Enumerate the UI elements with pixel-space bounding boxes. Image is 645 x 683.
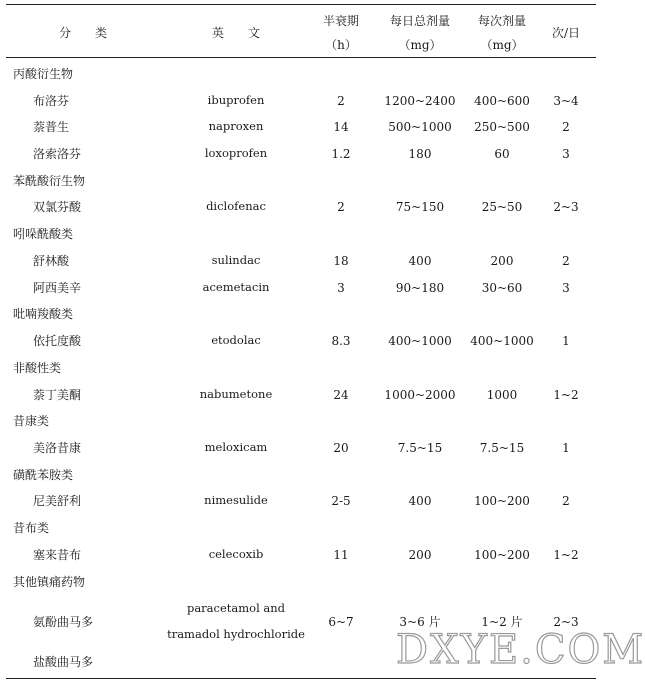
- drug-half-life: 1.2: [331, 147, 351, 161]
- drug-english: celecoxib: [208, 547, 264, 561]
- header-half-life: 半衰期: [322, 14, 360, 28]
- drug-frequency: 2: [562, 494, 570, 508]
- drug-per-dose: 60: [494, 147, 510, 161]
- drug-english-line2: tramadol hydrochloride: [167, 627, 305, 641]
- drug-frequency: 1: [562, 441, 570, 455]
- header-frequency: 次/日: [551, 26, 581, 40]
- header-per-dose-unit: （mg）: [480, 38, 524, 52]
- header-half-life-unit: （h）: [325, 38, 357, 52]
- drug-frequency: 1~2: [553, 548, 579, 562]
- drug-daily-total: 180: [408, 147, 432, 161]
- drug-daily-total: 400: [408, 254, 432, 268]
- drug-name: 萘丁美酮: [33, 388, 82, 402]
- drug-per-dose: 100~200: [474, 494, 530, 508]
- drug-frequency: 1~2: [553, 388, 579, 402]
- drug-daily-total: 90~180: [395, 281, 445, 295]
- drug-half-life: 14: [333, 120, 349, 134]
- drug-half-life: 2: [337, 94, 345, 108]
- drug-name: 氨酚曲马多: [33, 615, 94, 629]
- category-label: 丙酸衍生物: [13, 67, 74, 81]
- drug-daily-total: 3~6 片: [399, 615, 441, 629]
- drug-per-dose: 7.5~15: [479, 441, 525, 455]
- drug-english: nabumetone: [199, 387, 273, 401]
- drug-frequency: 3: [562, 281, 570, 295]
- drug-half-life: 3: [337, 281, 345, 295]
- drug-name: 萘普生: [33, 120, 70, 134]
- drug-name: 依托度酸: [33, 334, 82, 348]
- drug-frequency: 2: [562, 254, 570, 268]
- drug-half-life: 18: [333, 254, 349, 268]
- drug-frequency: 2: [562, 120, 570, 134]
- header-daily-total-unit: （mg）: [398, 38, 442, 52]
- drug-per-dose: 25~50: [481, 200, 523, 214]
- drug-english: meloxicam: [204, 440, 268, 454]
- drug-name: 塞来昔布: [33, 548, 82, 562]
- header-per-dose: 每次剂量: [477, 14, 527, 28]
- drug-name: 布洛芬: [33, 94, 70, 108]
- drug-english: acemetacin: [202, 280, 270, 294]
- drug-daily-total: 1200~2400: [384, 94, 456, 108]
- drug-daily-total: 500~1000: [388, 120, 452, 134]
- category-label: 吲哚酰酸类: [13, 227, 74, 241]
- drug-frequency: 3: [562, 147, 570, 161]
- header-bottom-rule: [6, 57, 596, 58]
- drug-half-life: 8.3: [331, 334, 351, 348]
- table-top-rule: [6, 4, 596, 5]
- drug-name: 洛索洛芬: [33, 147, 82, 161]
- drug-english-line1: paracetamol and: [186, 601, 286, 615]
- drug-english: nimesulide: [204, 493, 268, 507]
- drug-frequency: 3~4: [553, 94, 579, 108]
- drug-english: etodolac: [211, 333, 261, 347]
- category-label: 昔布类: [13, 521, 50, 535]
- drug-per-dose: 400~1000: [470, 334, 534, 348]
- drug-per-dose: 250~500: [474, 120, 530, 134]
- drug-name: 盐酸曲马多: [33, 655, 94, 669]
- drug-frequency: 2~3: [553, 615, 579, 629]
- category-label: 苯酰酸衍生物: [13, 174, 86, 188]
- drug-daily-total: 1000~2000: [384, 388, 456, 402]
- drug-english: diclofenac: [206, 199, 266, 213]
- drug-daily-total: 200: [408, 548, 432, 562]
- drug-frequency: 1: [562, 334, 570, 348]
- drug-half-life: 6~7: [328, 615, 354, 629]
- category-label: 昔康类: [13, 414, 50, 428]
- drug-english: sulindac: [211, 253, 261, 267]
- drug-per-dose: 1000: [486, 388, 518, 402]
- drug-daily-total: 75~150: [395, 200, 445, 214]
- drug-half-life: 20: [333, 441, 349, 455]
- drug-half-life: 11: [333, 548, 349, 562]
- watermark: DXYE.COM: [396, 627, 645, 673]
- drug-english: ibuprofen: [207, 93, 265, 107]
- drug-name: 尼美舒利: [33, 494, 82, 508]
- drug-english: naproxen: [208, 119, 264, 133]
- drug-per-dose: 1~2 片: [481, 615, 523, 629]
- drug-name: 美洛昔康: [33, 441, 82, 455]
- drug-half-life: 2: [337, 200, 345, 214]
- drug-per-dose: 200: [490, 254, 514, 268]
- drug-per-dose: 400~600: [474, 94, 530, 108]
- category-label: 吡喃羧酸类: [13, 307, 74, 321]
- drug-daily-total: 400~1000: [388, 334, 452, 348]
- drug-daily-total: 7.5~15: [397, 441, 443, 455]
- drug-half-life: 2-5: [331, 494, 351, 508]
- header-english: 英 文: [211, 26, 261, 40]
- drug-per-dose: 100~200: [474, 548, 530, 562]
- drug-frequency: 2~3: [553, 200, 579, 214]
- drug-english: loxoprofen: [204, 146, 268, 160]
- drug-daily-total: 400: [408, 494, 432, 508]
- header-category: 分 类: [59, 26, 108, 40]
- category-label: 磺酰苯胺类: [13, 468, 74, 482]
- category-label: 其他镇痛药物: [13, 575, 86, 589]
- drug-name: 舒林酸: [33, 254, 70, 268]
- header-daily-total: 每日总剂量: [389, 14, 451, 28]
- drug-half-life: 24: [333, 388, 349, 402]
- drug-name: 阿西美辛: [33, 281, 82, 295]
- category-label: 非酸性类: [13, 361, 62, 375]
- drug-per-dose: 30~60: [481, 281, 523, 295]
- drug-name: 双氯芬酸: [33, 200, 82, 214]
- table-bottom-rule: [6, 678, 596, 679]
